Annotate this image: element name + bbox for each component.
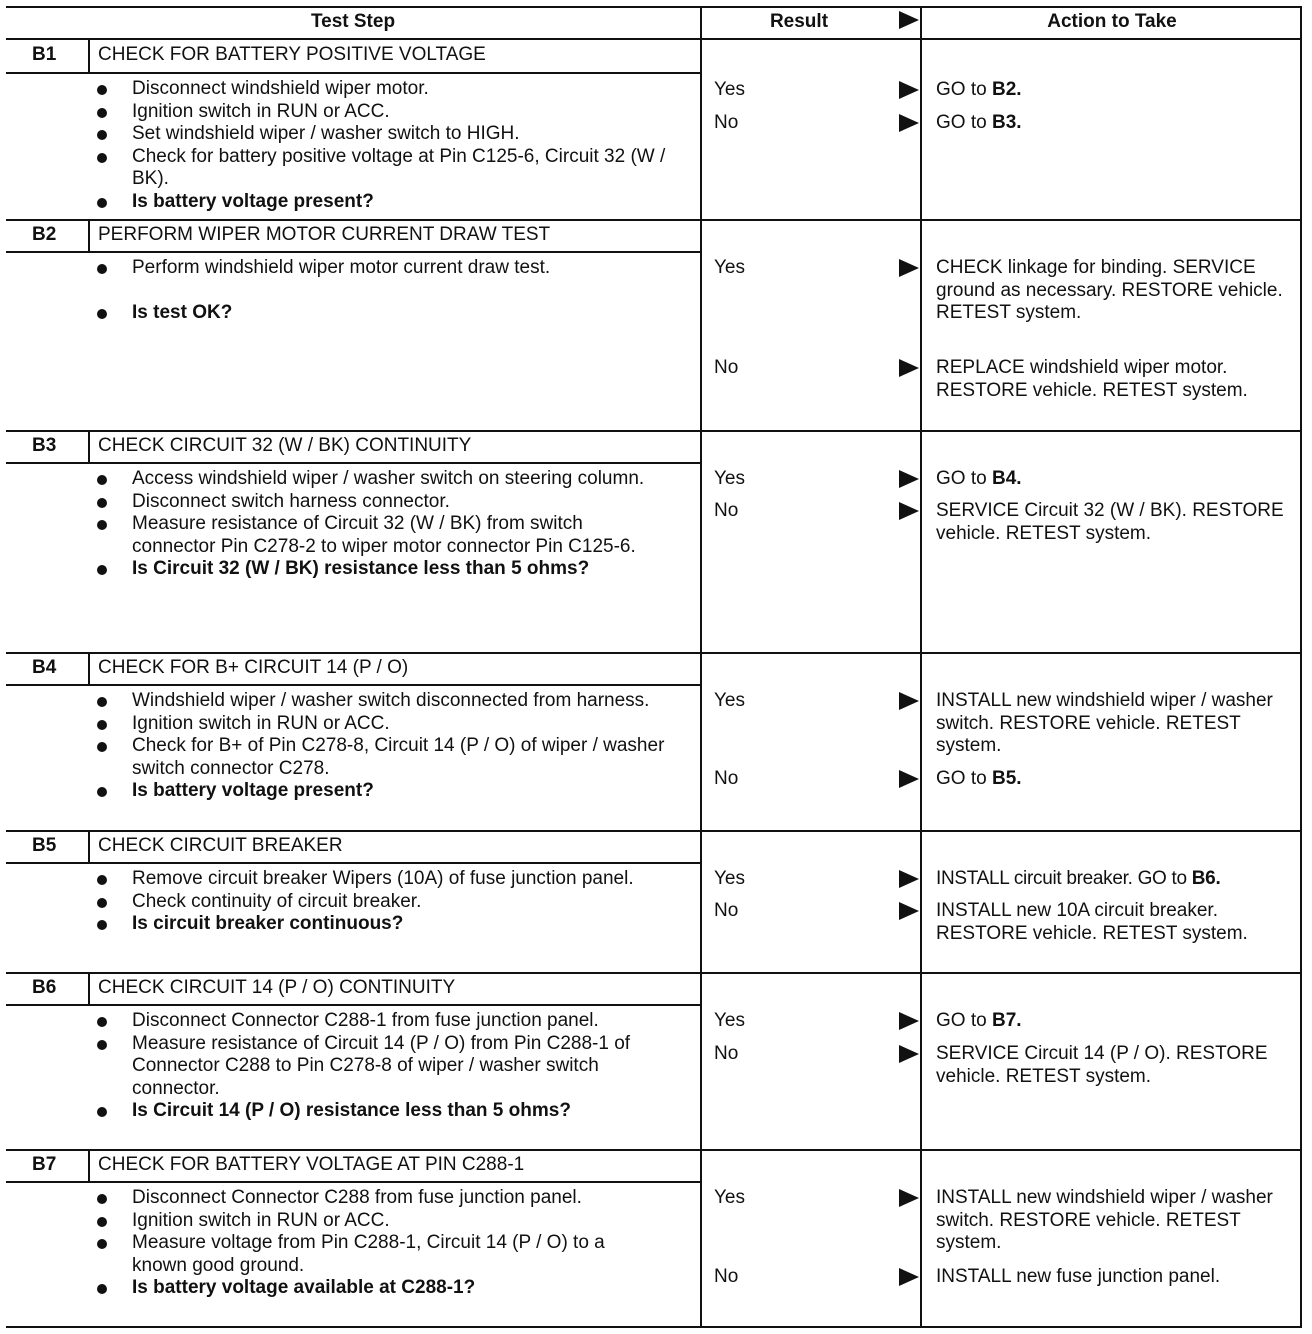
result-no: No bbox=[714, 357, 739, 378]
list-item-question: Is Circuit 32 (W / BK) resistance less than 5 ohms? bbox=[94, 558, 654, 581]
result-yes: Yes bbox=[714, 690, 745, 711]
list-item: Perform windshield wiper motor current draw test. bbox=[94, 257, 694, 280]
action-no: INSTALL new 10A circuit breaker. RESTORE vehicle. RETEST system. bbox=[936, 900, 1248, 944]
list-item: Disconnect Connector C288 from fuse junction panel. bbox=[94, 1187, 654, 1210]
result-no: No bbox=[714, 500, 739, 521]
result-no: No bbox=[714, 768, 739, 789]
arrow-right-icon bbox=[899, 1189, 919, 1207]
list-item-question: Is test OK? bbox=[94, 302, 694, 325]
action-no: INSTALL new fuse junction panel. bbox=[936, 1266, 1221, 1287]
list-item: Measure voltage from Pin C288-1, Circuit 14 (P / O) to a known good ground. bbox=[94, 1232, 654, 1277]
list-item: Remove circuit breaker Wipers (10A) of fuse junction panel. bbox=[94, 868, 654, 891]
arrow-right-icon bbox=[899, 1045, 919, 1063]
arrow-right-icon bbox=[899, 502, 919, 520]
step-title: CHECK FOR B+ CIRCUIT 14 (P / O) bbox=[98, 657, 409, 678]
result-yes: Yes bbox=[714, 868, 745, 889]
step-id: B7 bbox=[32, 1154, 57, 1175]
result-no: No bbox=[714, 900, 739, 921]
diagnostic-table bbox=[6, 6, 1302, 1328]
arrow-right-icon bbox=[899, 902, 919, 920]
header-divider bbox=[6, 38, 1302, 40]
arrow-right-icon bbox=[899, 1012, 919, 1030]
arrow-right-icon bbox=[899, 1268, 919, 1286]
list-item: Check continuity of circuit breaker. bbox=[94, 891, 654, 914]
action-yes: GO to B7. bbox=[936, 1010, 1022, 1031]
step-title: CHECK FOR BATTERY VOLTAGE AT PIN C288-1 bbox=[98, 1154, 525, 1175]
step-id: B3 bbox=[32, 435, 57, 456]
arrow-right-icon bbox=[899, 770, 919, 788]
list-item: Measure resistance of Circuit 32 (W / BK) from switch connector Pin C278-2 to wiper motor connector Pin C125-6. bbox=[94, 513, 654, 558]
action-yes: GO to B2. bbox=[936, 79, 1022, 100]
action-no: SERVICE Circuit 14 (P / O). RESTORE vehicle. RETEST system. bbox=[936, 1043, 1268, 1087]
result-no: No bbox=[714, 1043, 739, 1064]
list-item: Ignition switch in RUN or ACC. bbox=[94, 713, 694, 736]
step-title: CHECK CIRCUIT 14 (P / O) CONTINUITY bbox=[98, 977, 456, 998]
result-yes: Yes bbox=[714, 1010, 745, 1031]
arrow-right-icon bbox=[899, 470, 919, 488]
step-bullets bbox=[94, 468, 654, 581]
step-bullets bbox=[94, 78, 694, 213]
list-item: Access windshield wiper / washer switch on steering column. bbox=[94, 468, 654, 491]
arrow-right-icon bbox=[899, 359, 919, 377]
action-yes: INSTALL new windshield wiper / washer switch. RESTORE vehicle. RETEST system. bbox=[936, 690, 1273, 756]
action-yes: INSTALL new windshield wiper / washer switch. RESTORE vehicle. RETEST system. bbox=[936, 1187, 1273, 1253]
list-item: Ignition switch in RUN or ACC. bbox=[94, 1210, 654, 1233]
list-item: Check for B+ of Pin C278-8, Circuit 14 (P / O) of wiper / washer switch connector C278. bbox=[94, 735, 694, 780]
list-item: Ignition switch in RUN or ACC. bbox=[94, 101, 694, 124]
header-arrow-icon bbox=[899, 11, 919, 29]
arrow-right-icon bbox=[899, 692, 919, 710]
arrow-right-icon bbox=[899, 114, 919, 132]
list-item-question: Is Circuit 14 (P / O) resistance less than 5 ohms? bbox=[94, 1100, 654, 1123]
result-no: No bbox=[714, 1266, 739, 1287]
step-title: PERFORM WIPER MOTOR CURRENT DRAW TEST bbox=[98, 224, 551, 245]
list-item-question: Is battery voltage available at C288-1? bbox=[94, 1277, 654, 1300]
header-action: Action to Take bbox=[1047, 11, 1177, 32]
action-no: REPLACE windshield wiper motor. RESTORE vehicle. RETEST system. bbox=[936, 357, 1248, 401]
table-right-border bbox=[1300, 6, 1302, 1328]
list-item: Disconnect switch harness connector. bbox=[94, 491, 654, 514]
step-bullets bbox=[94, 690, 694, 803]
result-yes: Yes bbox=[714, 257, 745, 278]
list-item: Measure resistance of Circuit 14 (P / O) from Pin C288-1 of Connector C288 to Pin C278-8 of wiper / washer switch connector. bbox=[94, 1033, 654, 1101]
header-test-step: Test Step bbox=[310, 11, 396, 32]
header-result: Result bbox=[769, 11, 829, 32]
column-divider-action bbox=[920, 6, 922, 1328]
step-bullets bbox=[94, 868, 654, 936]
step-bullets bbox=[94, 1187, 654, 1300]
result-yes: Yes bbox=[714, 79, 745, 100]
result-yes: Yes bbox=[714, 1187, 745, 1208]
step-title: CHECK CIRCUIT BREAKER bbox=[98, 835, 343, 856]
column-divider-result bbox=[700, 6, 702, 1328]
step-id: B6 bbox=[32, 977, 57, 998]
list-item: Windshield wiper / washer switch disconnected from harness. bbox=[94, 690, 694, 713]
step-bullets bbox=[94, 257, 694, 324]
step-title: CHECK CIRCUIT 32 (W / BK) CONTINUITY bbox=[98, 435, 472, 456]
step-id: B1 bbox=[32, 44, 57, 65]
arrow-right-icon bbox=[899, 81, 919, 99]
action-no: GO to B5. bbox=[936, 768, 1022, 789]
list-item: Disconnect Connector C288-1 from fuse junction panel. bbox=[94, 1010, 654, 1033]
list-item: Check for battery positive voltage at Pin C125-6, Circuit 32 (W / BK). bbox=[94, 146, 694, 191]
step-bullets bbox=[94, 1010, 654, 1123]
list-item-question: Is circuit breaker continuous? bbox=[94, 913, 654, 936]
result-no: No bbox=[714, 112, 739, 133]
action-yes: GO to B4. bbox=[936, 468, 1022, 489]
step-id: B5 bbox=[32, 835, 57, 856]
action-no: GO to B3. bbox=[936, 112, 1022, 133]
result-yes: Yes bbox=[714, 468, 745, 489]
list-item-question: Is battery voltage present? bbox=[94, 191, 694, 214]
action-yes: INSTALL circuit breaker. GO to B6. bbox=[936, 868, 1221, 889]
list-item-question: Is battery voltage present? bbox=[94, 780, 694, 803]
table-bottom-border bbox=[6, 1326, 1302, 1328]
action-yes: CHECK linkage for binding. SERVICE ground as necessary. RESTORE vehicle. RETEST system. bbox=[936, 257, 1283, 323]
arrow-right-icon bbox=[899, 259, 919, 277]
list-item: Set windshield wiper / washer switch to HIGH. bbox=[94, 123, 694, 146]
step-title: CHECK FOR BATTERY POSITIVE VOLTAGE bbox=[98, 44, 486, 65]
step-id: B2 bbox=[32, 224, 57, 245]
step-id: B4 bbox=[32, 657, 57, 678]
arrow-right-icon bbox=[899, 870, 919, 888]
list-item: Disconnect windshield wiper motor. bbox=[94, 78, 694, 101]
action-no: SERVICE Circuit 32 (W / BK). RESTORE vehicle. RETEST system. bbox=[936, 500, 1284, 544]
